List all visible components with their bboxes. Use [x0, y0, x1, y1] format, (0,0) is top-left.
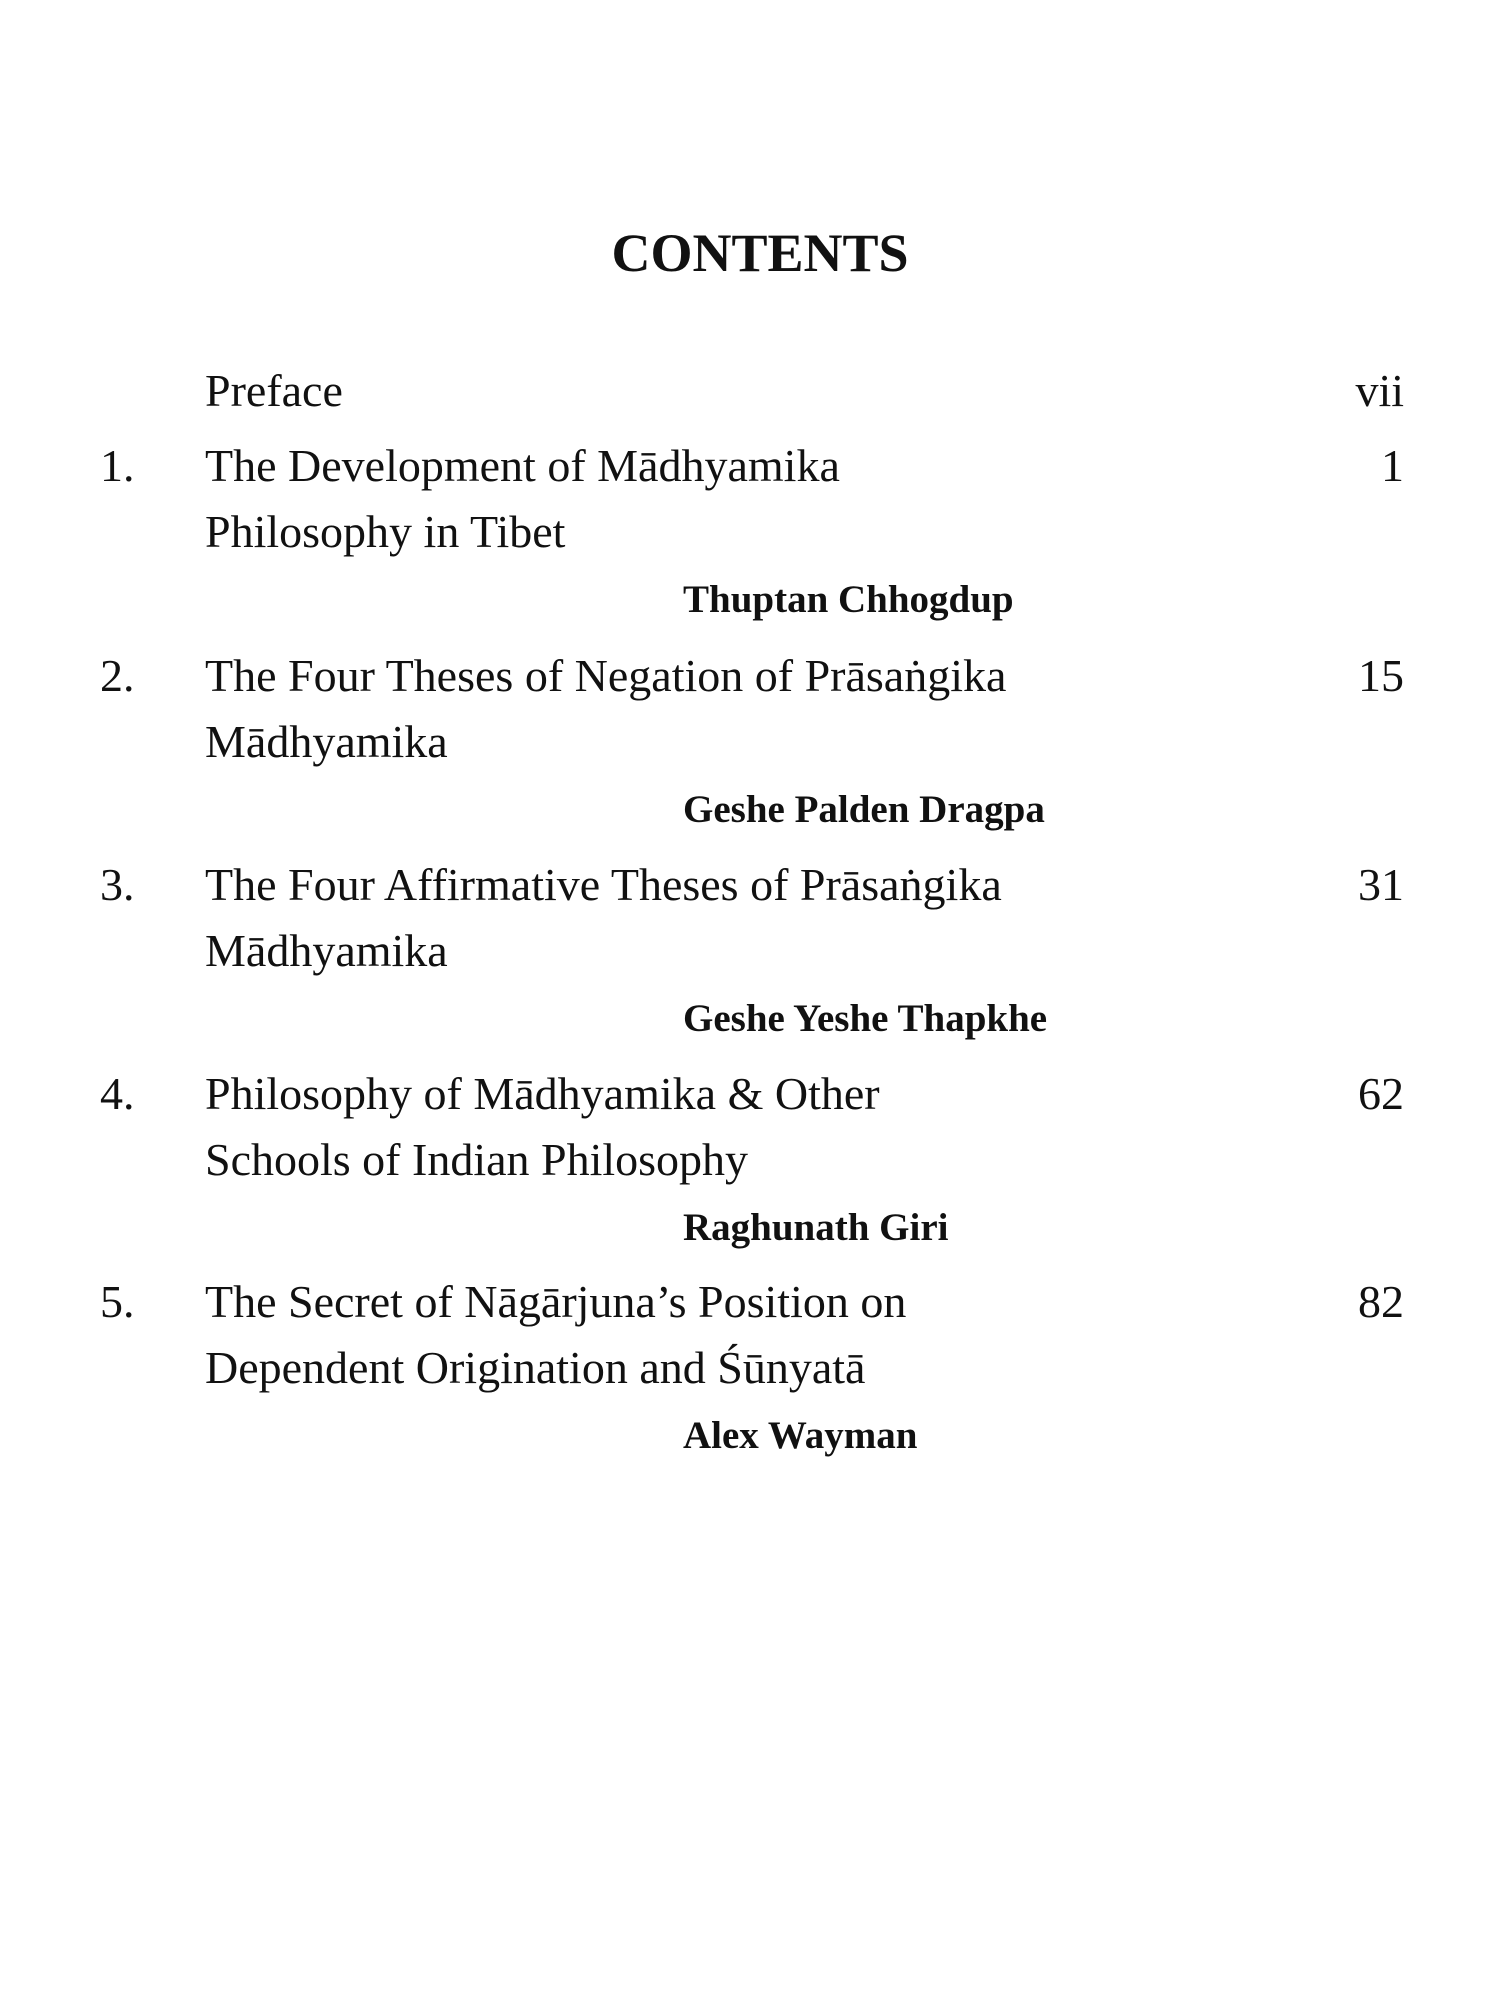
entry-title-line: The Development of Mādhyamika	[205, 440, 840, 491]
entry-author: Alex Wayman	[683, 1414, 918, 1457]
entry-number: 4.	[100, 1068, 135, 1119]
entry-title-line: The Secret of Nāgārjuna’s Position on	[205, 1276, 907, 1327]
entry-title-line: The Four Theses of Negation of Prāsaṅgika	[205, 650, 1007, 701]
entry-title-line: Mādhyamika	[205, 925, 448, 976]
entry-number: 5.	[100, 1276, 135, 1327]
entry-number: 1.	[100, 440, 135, 491]
entry-title-line: Philosophy of Mādhyamika & Other	[205, 1068, 880, 1119]
entry-author: Raghunath Giri	[683, 1206, 949, 1249]
entry-page-number: 62	[1358, 1068, 1404, 1119]
entry-title-line: Mādhyamika	[205, 716, 448, 767]
entry-title-line: Schools of Indian Philosophy	[205, 1134, 749, 1185]
entry-author: Geshe Palden Dragpa	[683, 788, 1045, 831]
entry-title-line: Philosophy in Tibet	[205, 506, 566, 557]
entry-title: Preface	[205, 365, 343, 416]
entry-page-number: 82	[1358, 1276, 1404, 1327]
entry-page-number: vii	[1355, 365, 1404, 416]
entry-page-number: 31	[1358, 859, 1404, 910]
entry-number: 3.	[100, 859, 135, 910]
page-title: CONTENTS	[611, 223, 909, 283]
entry-page-number: 1	[1381, 440, 1404, 491]
entry-author: Thuptan Chhogdup	[683, 578, 1014, 621]
entry-title-line: The Four Affirmative Theses of Prāsaṅgika	[205, 859, 1002, 910]
entry-title-line: Dependent Origination and Śūnyatā	[205, 1342, 866, 1393]
entry-page-number: 15	[1358, 650, 1404, 701]
entry-number: 2.	[100, 650, 135, 701]
entry-author: Geshe Yeshe Thapkhe	[683, 997, 1048, 1040]
